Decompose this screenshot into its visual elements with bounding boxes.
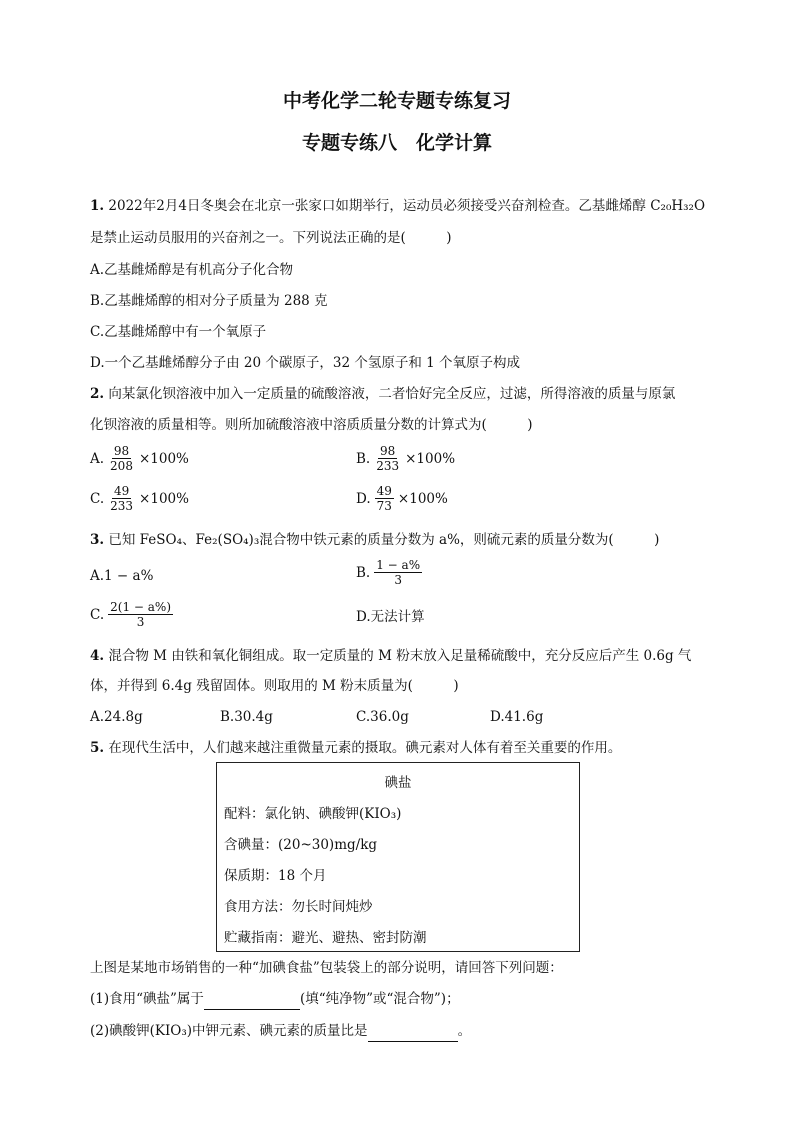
question-2-option-d — [356, 484, 448, 513]
fraction-numerator: 1 − a% — [376, 558, 421, 572]
fraction — [108, 444, 135, 473]
question-4-option-d: D.41.6g — [490, 709, 544, 725]
label-box-row-shelf-life: 保质期：18 个月 — [224, 868, 327, 884]
question-4-line-1 — [90, 646, 691, 666]
fraction — [108, 600, 173, 629]
sub-1-prefix: (1)食用“碘盐”属于 — [90, 991, 204, 1007]
question-2-option-c — [90, 484, 189, 513]
label-box-row-ingredients: 配料：氯化钠、碘酸钾(KIO₃) — [224, 806, 402, 822]
question-5-intro: 上图是某地市场销售的一种“加碘食盐”包装袋上的部分说明，请回答下列问题： — [90, 960, 563, 976]
answer-blank-1[interactable] — [204, 989, 300, 1010]
sub-1-suffix: (填“纯净物”或“混合物”)； — [299, 991, 460, 1007]
question-4-option-c: C.36.0g — [356, 709, 409, 725]
fraction — [374, 444, 401, 473]
question-1-stem-1: 2022年2月4日冬奥会在北京一张家口如期举行，运动员必须接受兴奋剂检查。乙基雌烯醇 C₂₀H₃₂O — [108, 198, 706, 214]
fraction — [108, 484, 135, 513]
question-3-option-d: D.无法计算 — [356, 609, 425, 625]
question-5-sub-1 — [90, 989, 460, 1010]
fraction-numerator: 98 — [380, 444, 396, 458]
question-3-stem: 已知 FeSO₄、Fe₂(SO₄)₃混合物中铁元素的质量分数为 a%，则硫元素的质量分数为( ) — [108, 532, 660, 548]
question-5-stem: 在现代生活中，人们越来越注重微量元素的摄取。碘元素对人体有着至关重要的作用。 — [108, 740, 622, 756]
option-letter: C. — [90, 606, 105, 623]
fraction-denominator: 233 — [376, 459, 400, 473]
question-3-option-b — [356, 558, 424, 587]
question-2-option-b — [356, 444, 455, 473]
question-4-option-a: A.24.8g — [90, 709, 143, 725]
question-2-stem-2: 化钡溶液的质量相等。则所加硫酸溶液中溶质质量分数的计算式为( ) — [90, 417, 533, 433]
sub-2-prefix: (2)碘酸钾(KIO₃)中钾元素、碘元素的质量比是 — [90, 1023, 368, 1039]
question-2-stem-1: 向某氯化钡溶液中加入一定质量的硫酸溶液，二者恰好完全反应，过滤，所得溶液的质量与原氯 — [108, 386, 676, 402]
fraction-denominator: 3 — [136, 615, 145, 629]
question-1-option-a: A.乙基雌烯醇是有机高分子化合物 — [90, 262, 294, 278]
page-title: 中考化学二轮专题专练复习 — [282, 90, 511, 112]
question-4-option-b: B.30.4g — [220, 709, 273, 725]
question-1-number: 1. — [90, 198, 105, 214]
iodized-salt-label-box — [216, 762, 580, 952]
fraction-denominator: 3 — [394, 573, 402, 587]
option-tail: ×100% — [405, 450, 456, 467]
question-5-line — [90, 738, 621, 758]
option-letter: C. — [90, 490, 105, 507]
label-box-row-iodine-content: 含碘量：(20~30)mg/kg — [224, 837, 378, 853]
fraction-denominator: 233 — [110, 499, 134, 513]
question-2-option-a — [90, 444, 189, 473]
question-1-stem-2: 是禁止运动员服用的兴奋剂之一。下列说法正确的是( ) — [90, 230, 452, 246]
option-tail: ×100% — [139, 490, 189, 507]
sub-2-suffix: 。 — [457, 1023, 472, 1039]
question-1-option-c: C.乙基雌烯醇中有一个氧原子 — [90, 324, 267, 340]
question-4-stem-2: 体，并得到 6.4g 残留固体。则取用的 M 粉末质量为( ) — [90, 678, 459, 694]
fraction-denominator: 208 — [110, 459, 133, 473]
label-box-row-storage: 贮藏指南：避光、避热、密封防潮 — [224, 930, 427, 946]
question-1-option-d: D.一个乙基雌烯醇分子由 20 个碳原子，32 个氢原子和 1 个氧原子构成 — [90, 355, 521, 371]
question-3-option-c — [90, 600, 175, 629]
question-3-option-a: A.1 − a% — [90, 568, 154, 584]
fraction-numerator: 2(1 − a%) — [110, 600, 172, 614]
label-box-row-usage: 食用方法：勿长时间炖炒 — [224, 899, 373, 915]
question-5-sub-2 — [90, 1021, 471, 1042]
question-3-number: 3. — [90, 532, 105, 548]
question-1-option-b: B.乙基雌烯醇的相对分子质量为 288 克 — [90, 293, 328, 309]
question-1-line-1 — [90, 196, 705, 216]
fraction — [375, 484, 394, 513]
question-4-stem-1: 混合物 M 由铁和氧化铜组成。取一定质量的 M 粉末放入足量稀硫酸中，充分反应后产生 0.6g 气 — [108, 648, 692, 664]
page-subtitle: 专题专练八 化学计算 — [301, 132, 492, 154]
answer-blank-2[interactable] — [368, 1021, 458, 1042]
option-letter: A. — [90, 450, 105, 467]
fraction-numerator: 49 — [376, 484, 392, 498]
question-4-number: 4. — [90, 648, 105, 664]
question-2-number: 2. — [90, 386, 105, 402]
question-3-line — [90, 530, 659, 550]
label-box-title: 碘盐 — [384, 775, 412, 791]
option-letter: B. — [356, 450, 371, 467]
fraction — [374, 558, 422, 587]
option-tail: ×100% — [397, 490, 448, 507]
fraction-denominator: 73 — [376, 499, 392, 513]
fraction-numerator: 98 — [113, 444, 130, 458]
question-5-number: 5. — [90, 740, 105, 756]
fraction-numerator: 49 — [113, 484, 130, 498]
option-letter: D. — [356, 490, 371, 507]
question-2-line-1 — [90, 384, 675, 404]
option-tail: ×100% — [138, 450, 189, 467]
option-letter: B. — [356, 564, 371, 581]
